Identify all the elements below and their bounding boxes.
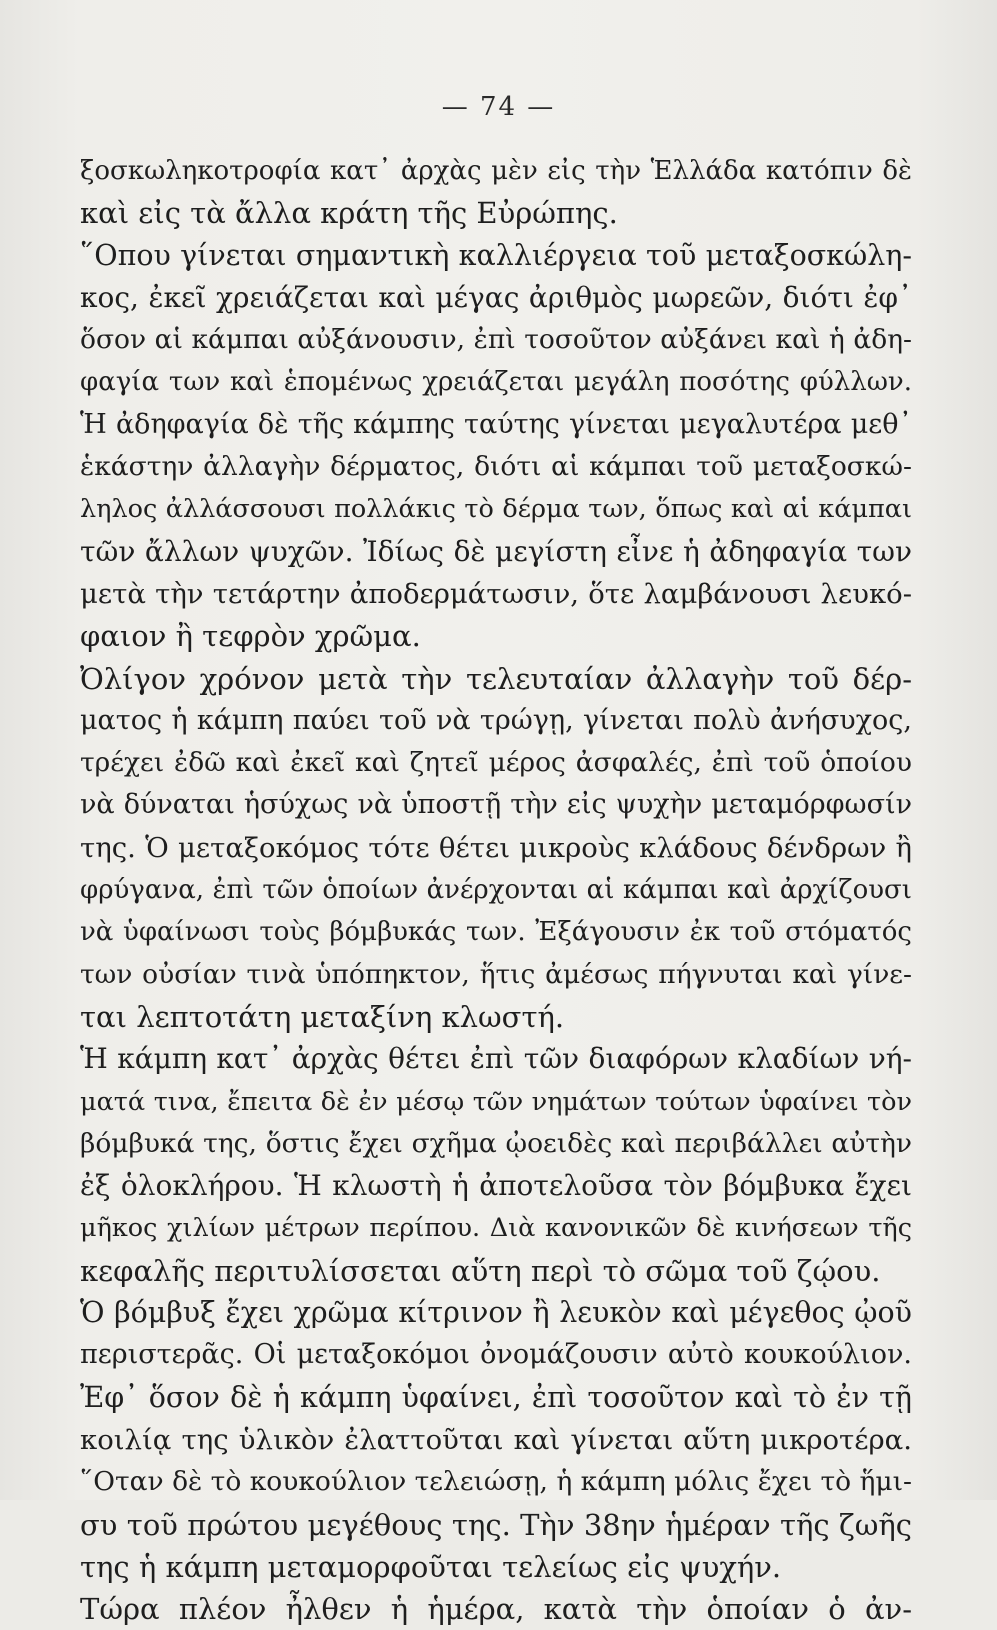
- text-line: μετὰ τὴν τετάρτην ἀποδερμάτωσιν, ὅτε λαμβάνουσι λευκό-: [80, 577, 912, 610]
- text-line: ματά τινα, ἔπειτα δὲ ἐν μέσῳ τῶν νημάτων τούτων ὑφαίνει τὸν: [80, 1086, 912, 1117]
- page-number: — 74 —: [441, 92, 556, 122]
- text-line: ὅσον αἱ κάμπαι αὐξάνουσιν, ἐπὶ τοσοῦτον αὐξάνει καὶ ἡ ἀδη-: [80, 324, 912, 356]
- text-line: ἐξ ὁλοκλήρου. Ἡ κλωστὴ ἡ ἀποτελοῦσα τὸν βόμβυκα ἔχει: [80, 1169, 912, 1203]
- text-line: των οὐσίαν τινὰ ὑπόπηκτον, ἥτις ἀμέσως πήγνυται καὶ γίνε-: [80, 958, 912, 990]
- text-line: ῞Οταν δὲ τὸ κουκούλιον τελειώσῃ, ἡ κάμπη μόλις ἔχει τὸ ἥμι-: [80, 1466, 912, 1498]
- text-line: κος, ἐκεῖ χρειάζεται καὶ μέγας ἀριθμὸς μωρεῶν, διότι ἐφ᾽: [80, 280, 912, 314]
- text-line: περιστερᾶς. Οἱ μεταξοκόμοι ὀνομάζουσιν αὐτὸ κουκούλιον.: [80, 1339, 912, 1371]
- text-line: βόμβυκά της, ὅστις ἔχει σχῆμα ᾠοειδὲς καὶ περιβάλλει αὐτὴν: [80, 1127, 912, 1159]
- text-line: της. Ὁ μεταξοκόμος τότε θέτει μικροὺς κλάδους δένδρων ἢ: [80, 831, 912, 864]
- text-line: Τώρα πλέον ἦλθεν ἡ ἡμέρα, κατὰ τὴν ὁποίαν ὁ ἀν-: [80, 1592, 912, 1627]
- text-line: της ἡ κάμπη μεταμορφοῦται τελείως εἰς ψυχήν.: [80, 1549, 782, 1584]
- text-line: κεφαλῆς περιτυλίσσεται αὕτη περὶ τὸ σῶμα τοῦ ζῴου.: [80, 1253, 881, 1288]
- text-line: ληλος ἀλλάσσουσι πολλάκις τὸ δέρμα των, ὅπως καὶ αἱ κάμπαι: [80, 494, 912, 525]
- text-line: Ὁ βόμβυξ ἔχει χρῶμα κίτρινον ἢ λευκὸν καὶ μέγεθος ᾠοῦ: [80, 1296, 912, 1330]
- text-line: μῆκος χιλίων μέτρων περίπου. Διὰ κανονικῶν δὲ κινήσεων τῆς: [80, 1213, 912, 1244]
- text-line: τῶν ἄλλων ψυχῶν. Ἰδίως δὲ μεγίστη εἶνε ἡ ἀδηφαγία των: [80, 534, 912, 568]
- text-line: Ὀλίγον χρόνον μετὰ τὴν τελευταίαν ἀλλαγὴν τοῦ δέρ-: [80, 661, 912, 696]
- text-line: φρύγανα, ἐπὶ τῶν ὁποίων ἀνέρχονται αἱ κάμπαι καὶ ἀρχίζουσι: [80, 875, 912, 906]
- text-line: φαιον ἢ τεφρὸν χρῶμα.: [80, 619, 421, 654]
- body-text: [80, 150, 912, 1630]
- text-line: ται λεπτοτάτη μεταξίνη κλωστή.: [80, 999, 565, 1034]
- text-line: ματος ἡ κάμπη παύει τοῦ νὰ τρώγῃ, γίνεται πολὺ ἀνήσυχος,: [80, 704, 912, 736]
- text-line: νὰ ὑφαίνωσι τοὺς βόμβυκάς των. Ἐξάγουσιν ἐκ τοῦ στόματός: [80, 917, 912, 948]
- text-line: ξοσκωληκοτροφία κατ᾽ ἀρχὰς μὲν εἰς τὴν Ἑλλάδα κατόπιν δὲ: [80, 156, 912, 186]
- text-line: ῞Οπου γίνεται σημαντικὴ καλλιέργεια τοῦ μεταξοσκώλη-: [80, 238, 912, 272]
- text-line: νὰ δύναται ἡσύχως νὰ ὑποστῇ τὴν εἰς ψυχὴν μεταμόρφωσίν: [80, 789, 912, 821]
- text-line: συ τοῦ πρώτου μεγέθους της. Τὴν 38ην ἡμέραν τῆς ζωῆς: [80, 1507, 912, 1542]
- text-line: τρέχει ἐδῶ καὶ ἐκεῖ καὶ ζητεῖ μέρος ἀσφαλές, ἐπὶ τοῦ ὁποίου: [80, 747, 912, 779]
- text-line: κοιλίᾳ της ὑλικὸν ἐλαττοῦται καὶ γίνεται αὕτη μικροτέρα.: [80, 1423, 912, 1456]
- text-line: Ἡ κάμπη κατ᾽ ἀρχὰς θέτει ἐπὶ τῶν διαφόρων κλαδίων νή-: [80, 1042, 912, 1076]
- text-line: φαγία των καὶ ἑπομένως χρειάζεται μεγάλη ποσότης φύλλων.: [80, 367, 912, 398]
- text-line: ἑκάστην ἀλλαγὴν δέρματος, διότι αἱ κάμπαι τοῦ μεταξοσκώ-: [80, 451, 912, 483]
- text-line: Ἐφ᾽ ὅσον δὲ ἡ κάμπη ὑφαίνει, ἐπὶ τοσοῦτον καὶ τὸ ἐν τῇ: [80, 1380, 912, 1414]
- text-line: Ἡ ἀδηφαγία δὲ τῆς κάμπης ταύτης γίνεται μεγαλυτέρα μεθ᾽: [80, 408, 912, 440]
- text-line: καὶ εἰς τὰ ἄλλα κράτη τῆς Εὐρώπης.: [80, 196, 618, 231]
